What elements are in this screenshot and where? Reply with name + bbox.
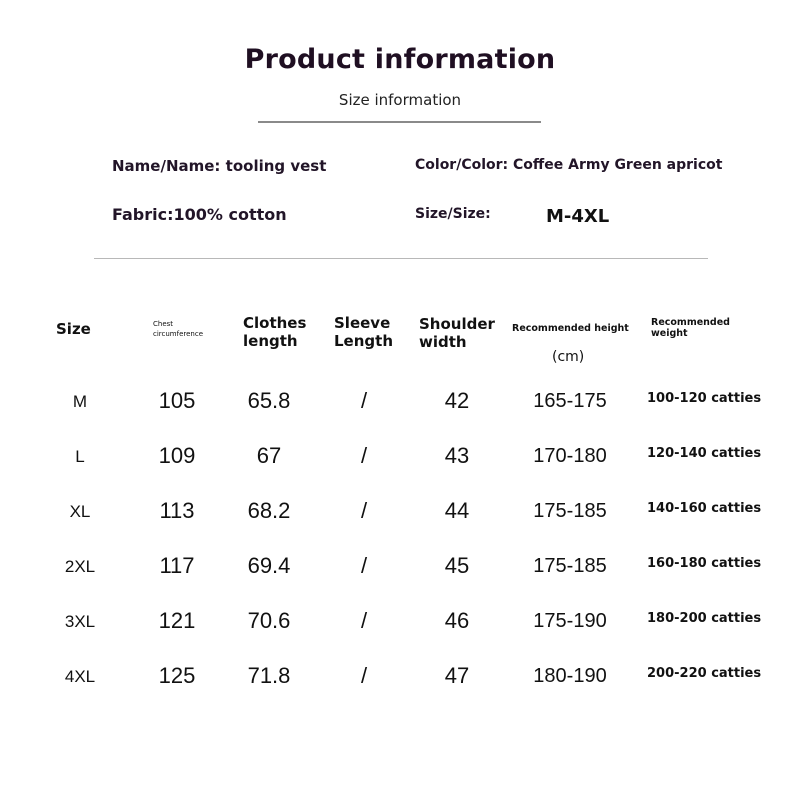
cell-sleeve-length: / xyxy=(360,608,368,633)
cell-size: 4XL xyxy=(64,667,96,686)
cell-recommended-height: 165-175 xyxy=(533,390,607,412)
product-size-value: M-4XL xyxy=(546,206,610,227)
page-subtitle: Size information xyxy=(338,91,462,109)
cell-size: 2XL xyxy=(64,557,96,576)
col-header-sleeve-length: Sleeve Length xyxy=(334,314,393,350)
table-row xyxy=(0,553,790,583)
cell-recommended-weight: 160-180 catties xyxy=(647,556,762,571)
subtitle-underline xyxy=(258,121,541,123)
product-size-label: Size/Size: xyxy=(415,206,491,222)
cell-sleeve-length: / xyxy=(360,443,368,468)
cell-recommended-weight: 200-220 catties xyxy=(647,666,762,681)
cell-shoulder-width: 43 xyxy=(444,443,470,468)
cell-size: M xyxy=(72,392,88,411)
cell-shoulder-width: 47 xyxy=(444,663,470,688)
cell-recommended-weight: 140-160 catties xyxy=(647,501,762,516)
cell-shoulder-width: 44 xyxy=(444,498,470,523)
cell-shoulder-width: 45 xyxy=(444,553,470,578)
col-header-size: Size xyxy=(56,320,91,338)
cell-recommended-weight: 100-120 catties xyxy=(647,391,762,406)
col-header-height-unit: (cm) xyxy=(552,349,585,365)
cell-size: 3XL xyxy=(64,612,96,631)
product-name: Name/Name: tooling vest xyxy=(112,157,327,175)
cell-recommended-weight: 120-140 catties xyxy=(647,446,762,461)
cell-recommended-height: 175-190 xyxy=(533,610,607,632)
cell-recommended-height: 180-190 xyxy=(533,665,607,687)
cell-clothes-length: 70.6 xyxy=(247,608,291,633)
product-fabric: Fabric:100% cotton xyxy=(112,205,287,224)
cell-clothes-length: 71.8 xyxy=(247,663,291,688)
section-divider xyxy=(94,258,708,259)
col-header-chest: Chest circumference xyxy=(153,320,204,338)
col-header-recommended-height: Recommended height xyxy=(512,323,629,334)
col-header-shoulder-width: Shoulder width xyxy=(419,315,495,351)
col-header-clothes-length: Clothes length xyxy=(243,314,307,350)
cell-chest: 121 xyxy=(158,608,196,633)
product-color: Color/Color: Coffee Army Green apricot xyxy=(415,157,723,173)
cell-sleeve-length: / xyxy=(360,663,368,688)
col-header-recommended-weight: Recommended weight xyxy=(651,317,730,340)
table-row xyxy=(0,498,790,528)
cell-chest: 109 xyxy=(158,443,196,468)
cell-clothes-length: 68.2 xyxy=(247,498,291,523)
cell-chest: 113 xyxy=(159,498,195,523)
cell-chest: 117 xyxy=(159,553,195,578)
cell-clothes-length: 65.8 xyxy=(247,388,291,413)
cell-shoulder-width: 46 xyxy=(444,608,470,633)
table-row xyxy=(0,443,790,473)
cell-recommended-height: 175-185 xyxy=(533,555,607,577)
cell-chest: 105 xyxy=(158,388,196,413)
cell-recommended-height: 175-185 xyxy=(533,500,607,522)
cell-size: L xyxy=(75,447,85,466)
cell-sleeve-length: / xyxy=(360,388,368,413)
cell-sleeve-length: / xyxy=(360,498,368,523)
cell-recommended-weight: 180-200 catties xyxy=(647,611,762,626)
table-row xyxy=(0,388,790,418)
cell-clothes-length: 69.4 xyxy=(247,553,291,578)
table-row xyxy=(0,663,790,693)
cell-size: XL xyxy=(69,502,91,521)
cell-clothes-length: 67 xyxy=(256,443,282,468)
cell-recommended-height: 170-180 xyxy=(533,445,607,467)
table-row xyxy=(0,608,790,638)
cell-shoulder-width: 42 xyxy=(444,388,470,413)
cell-chest: 125 xyxy=(158,663,196,688)
cell-sleeve-length: / xyxy=(360,553,368,578)
page-title: Product information xyxy=(244,44,556,75)
